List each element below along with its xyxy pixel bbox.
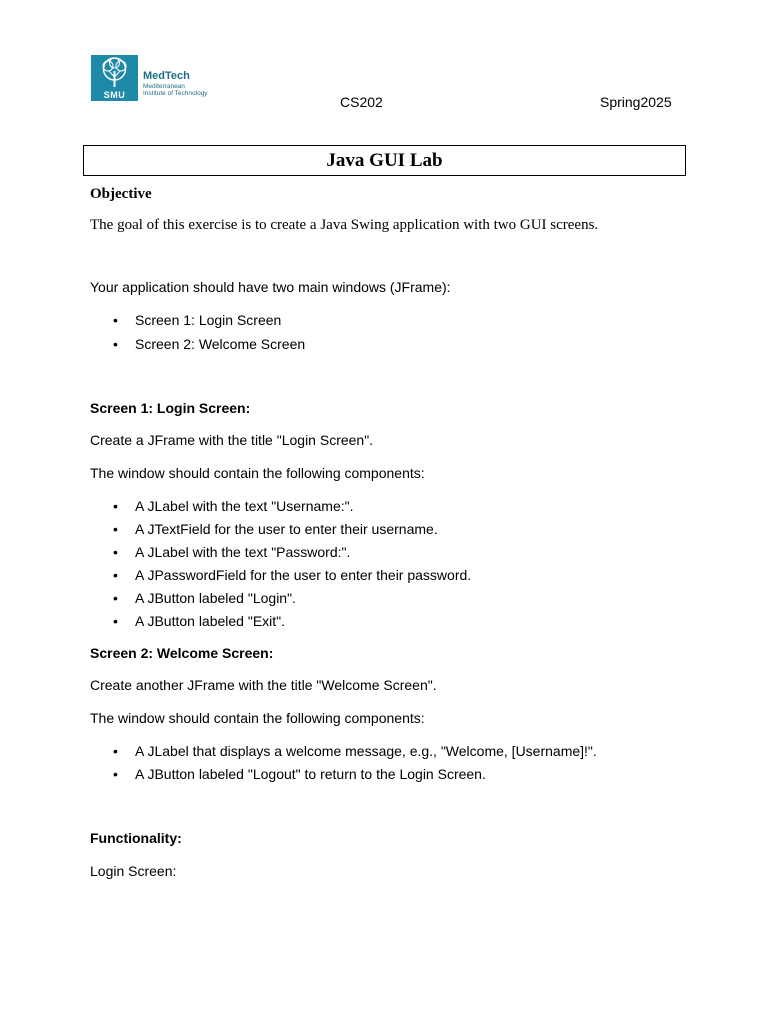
list-item: • A JButton labeled "Login". [113,590,296,606]
objective-heading: Objective [90,186,152,202]
list-item: • A JButton labeled "Exit". [113,613,286,629]
screen2-create: Create another JFrame with the title "Welcome Screen". [90,677,437,693]
list-item: • A JLabel with the text "Username:". [113,498,354,514]
logo-subtitle-line-2: Institute of Technology [143,90,208,97]
screen1-heading: Screen 1: Login Screen: [90,400,251,416]
document-title: Java GUI Lab [326,150,443,171]
functionality-heading: Functionality: [90,830,182,846]
screen2-heading: Screen 2: Welcome Screen: [90,645,274,661]
course-code: CS202 [340,94,383,110]
list-item: • A JLabel that displays a welcome message, e.g., "Welcome, [Username]!". [113,743,597,759]
term: Spring2025 [600,94,672,110]
list-item: • A JLabel with the text "Password:". [113,544,351,560]
tree-icon [91,55,138,91]
screen2-contain: The window should contain the following components: [90,710,425,726]
overview-intro: Your application should have two main windows (JFrame): [90,279,451,295]
list-item: • A JButton labeled "Logout" to return to the Login Screen. [113,766,486,782]
objective-text: The goal of this exercise is to create a Java Swing application with two GUI screens. [90,217,599,233]
medtech-logo [91,55,219,101]
logo-name: MedTech [143,70,190,82]
screen1-create: Create a JFrame with the title "Login Screen". [90,432,374,448]
login-screen-subheading: Login Screen: [90,863,177,879]
list-item: • Screen 1: Login Screen [113,312,282,328]
list-item: • Screen 2: Welcome Screen [113,336,306,352]
list-item: • A JTextField for the user to enter their username. [113,521,438,537]
logo-tile [91,55,138,101]
logo-subtitle [143,83,223,97]
logo-badge: SMU [103,90,126,100]
title-box [83,145,686,176]
logo-subtitle-line-1: Mediterranean [143,83,185,90]
screen1-contain: The window should contain the following components: [90,465,425,481]
list-item: • A JPasswordField for the user to enter their password. [113,567,472,583]
